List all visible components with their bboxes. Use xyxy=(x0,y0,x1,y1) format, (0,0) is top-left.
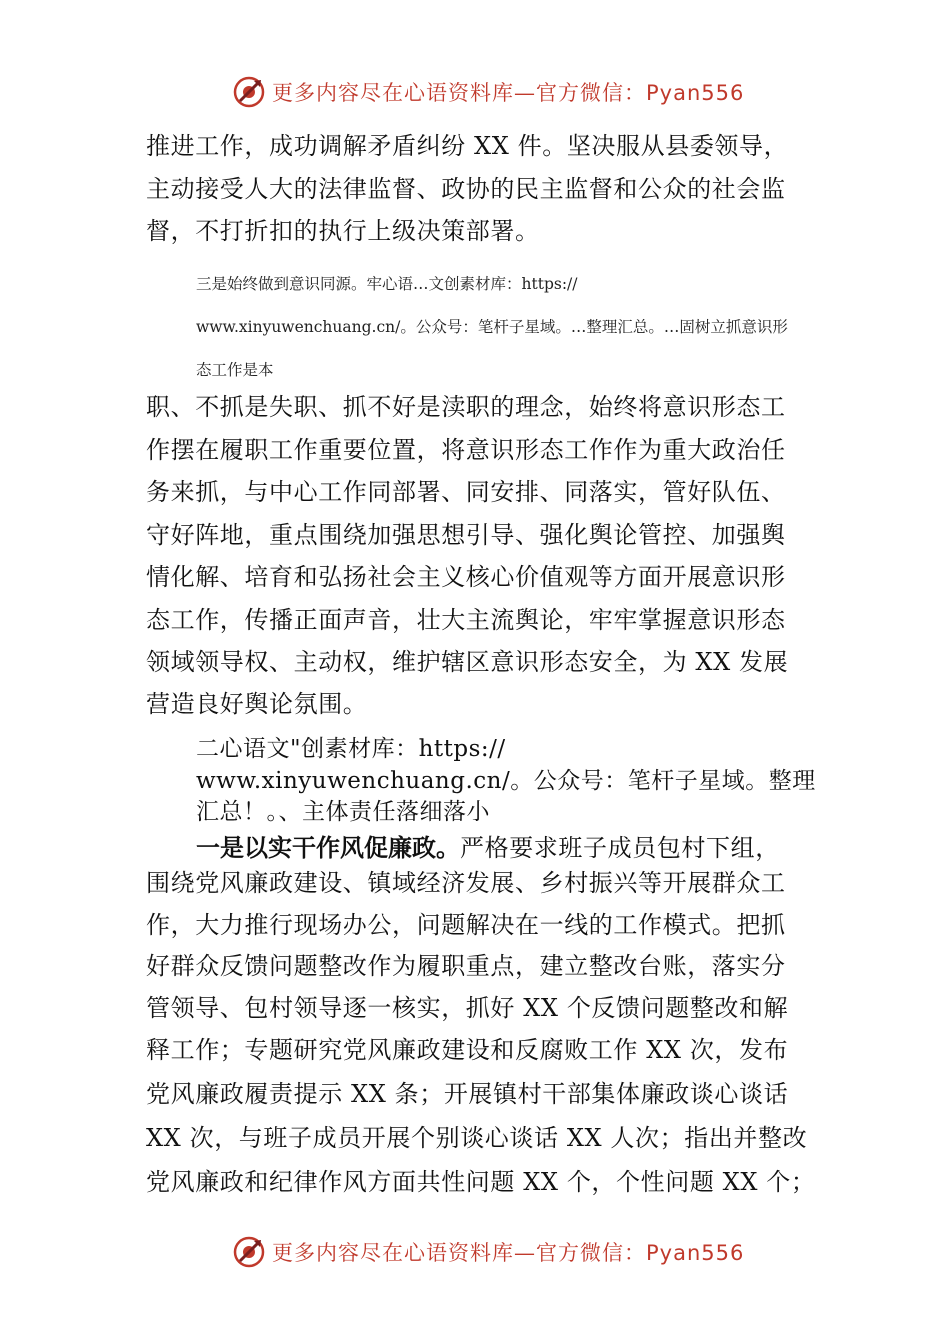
text-line: 守好阵地，重点围绕加强思想引导、强化舆论管控、加强舆 xyxy=(146,521,786,549)
text-line: 好群众反馈问题整改作为履职重点，建立整改台账，落实分 xyxy=(146,952,786,980)
note-line: 汇总！。、主体责任落细落小 xyxy=(196,799,490,825)
text-line: 党风廉政和纪律作风方面共性问题 XX 个，个性问题 XX 个； xyxy=(146,1168,816,1196)
banner-text: 更多内容尽在心语资料库—官方微信：Pyan556 xyxy=(272,1241,745,1265)
text-line: XX 次，与班子成员开展个别谈心谈话 XX 人次；指出并整改 xyxy=(146,1124,808,1152)
section-heading: 一是以实干作风促廉政。 xyxy=(196,834,460,862)
xinyu-logo-icon xyxy=(232,75,266,109)
wechat-id: Pyan556 xyxy=(646,1241,745,1265)
banner-text: 更多内容尽在心语资料库—官方微信：Pyan556 xyxy=(272,81,745,105)
text-line: 管领导、包村领导逐一核实，抓好 XX 个反馈问题整改和解 xyxy=(146,994,789,1022)
text-line: 一是以实干作风促廉政。严格要求班子成员包村下组， xyxy=(196,834,780,862)
text-line: 围绕党风廉政建设、镇域经济发展、乡村振兴等开展群众工 xyxy=(146,869,786,897)
note-line: 三是始终做到意识同源。牢心语…文创素材库：https:// xyxy=(196,275,578,293)
wechat-id: Pyan556 xyxy=(646,81,745,105)
xinyu-logo-icon xyxy=(232,1235,266,1269)
header-banner xyxy=(232,72,745,112)
note-line: 态工作是本 xyxy=(196,361,274,379)
footer-banner xyxy=(232,1232,745,1272)
note-line: www.xinyuwenchuang.cn/。公众号：笔杆子星域。整理 xyxy=(196,768,816,794)
text-line: 情化解、培育和弘扬社会主义核心价值观等方面开展意识形 xyxy=(146,563,786,591)
text-line: 推进工作，成功调解矛盾纠纷 XX 件。坚决服从县委领导， xyxy=(146,132,789,160)
text-line: 作摆在履职工作重要位置，将意识形态工作作为重大政治任 xyxy=(146,436,786,464)
note-line: 二心语文"创素材库：https:// xyxy=(196,736,506,762)
text-line: 务来抓，与中心工作同部署、同安排、同落实，管好队伍、 xyxy=(146,478,786,506)
text-line: 作，大力推行现场办公，问题解决在一线的工作模式。把抓 xyxy=(146,911,786,939)
text-line: 态工作，传播正面声音，壮大主流舆论，牢牢掌握意识形态 xyxy=(146,606,786,634)
text-line: 督，不打折扣的执行上级决策部署。 xyxy=(146,217,540,245)
text-line: 职、不抓是失职、抓不好是渎职的理念，始终将意识形态工 xyxy=(146,393,786,421)
text-line: 营造良好舆论氛围。 xyxy=(146,690,368,718)
note-line: www.xinyuwenchuang.cn/。公众号：笔杆子星域。…整理汇总。…固树立抓意识形 xyxy=(196,318,788,336)
text-line: 主动接受人大的法律监督、政协的民主监督和公众的社会监 xyxy=(146,175,786,203)
text-line: 释工作；专题研究党风廉政建设和反腐败工作 XX 次，发布 xyxy=(146,1036,789,1064)
text-line: 领域领导权、主动权，维护辖区意识形态安全，为 XX 发展 xyxy=(146,648,789,676)
text-line: 党风廉政履责提示 XX 条；开展镇村干部集体廉政谈心谈话 xyxy=(146,1080,789,1108)
